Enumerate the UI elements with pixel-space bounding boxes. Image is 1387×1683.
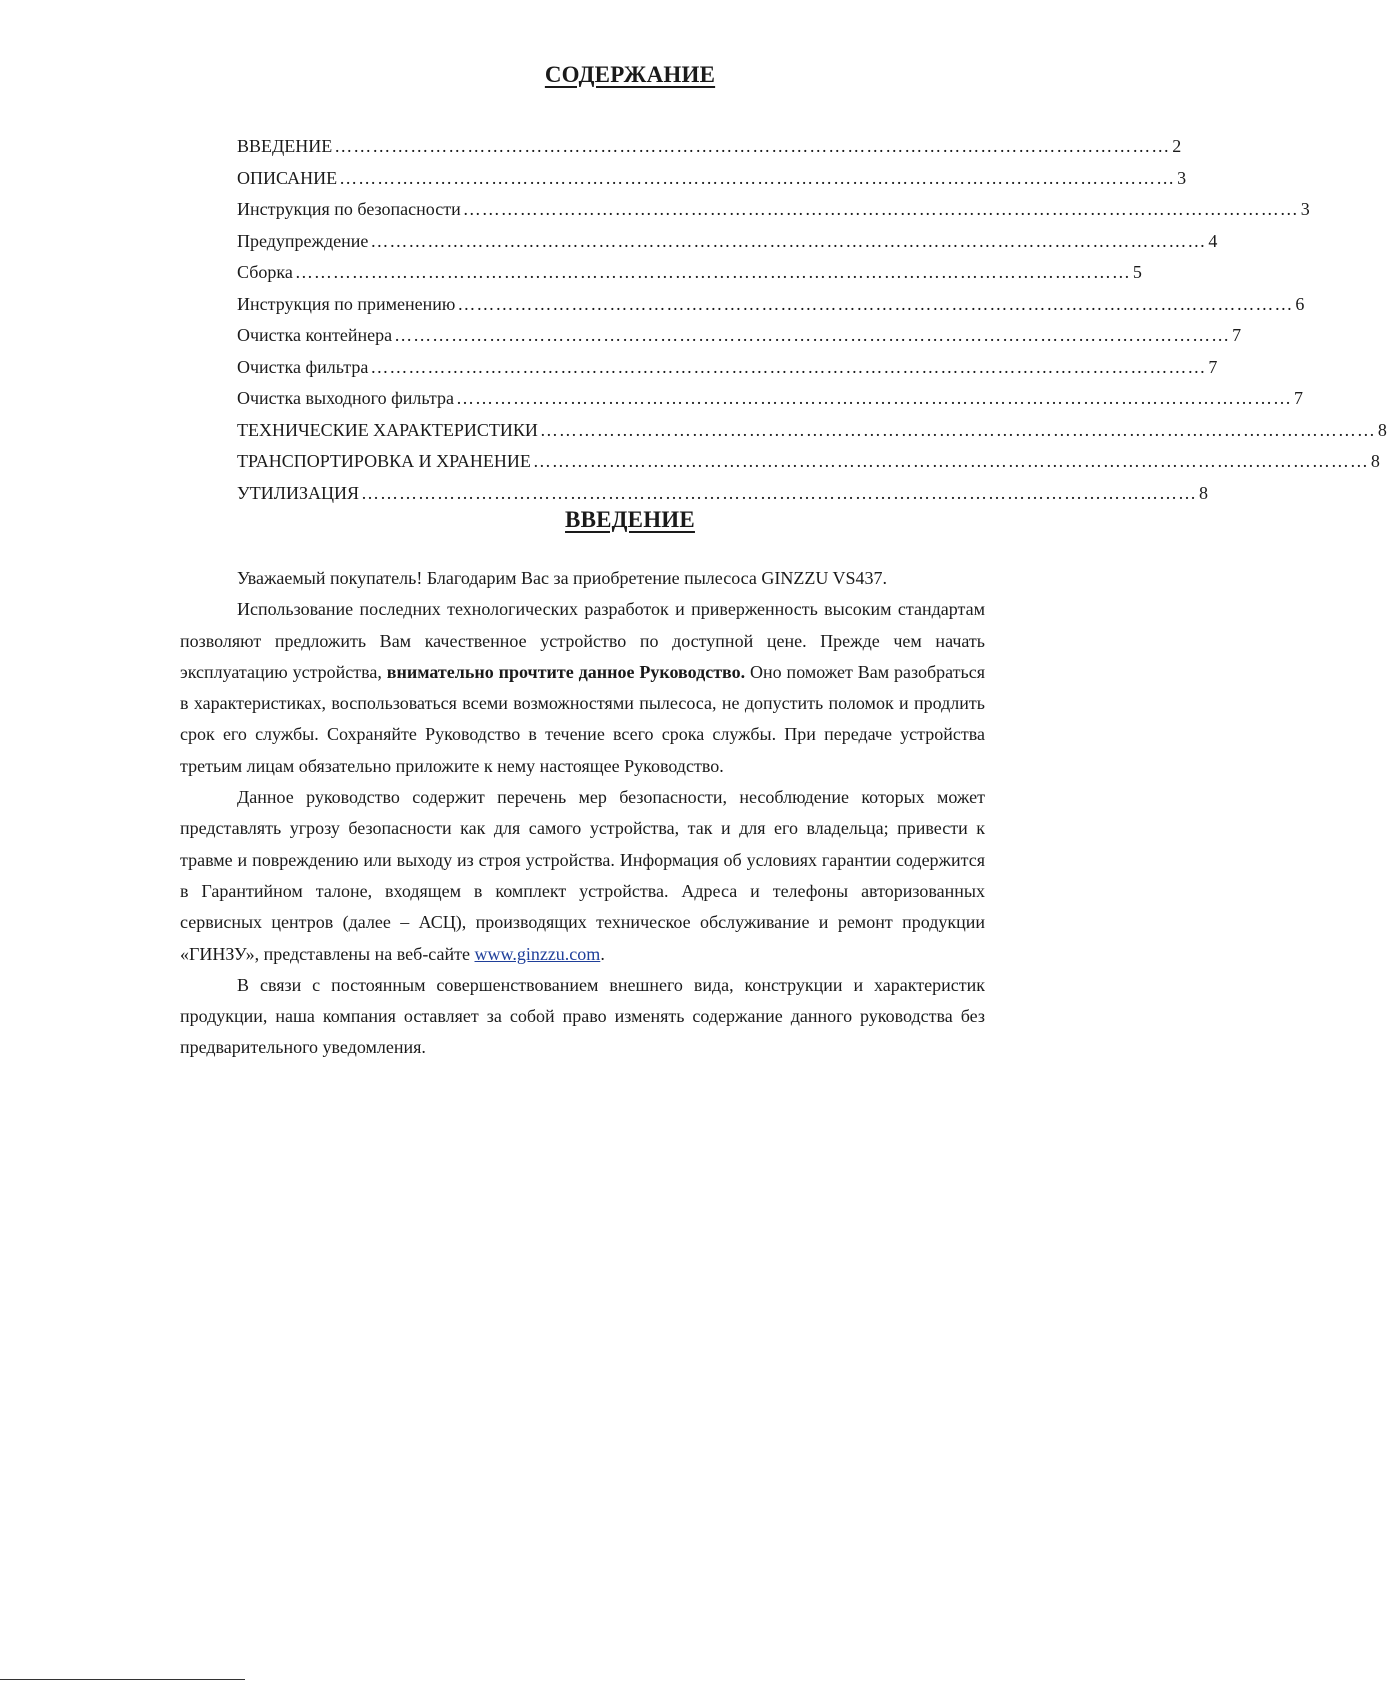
toc-item-page: 7 <box>1208 356 1218 377</box>
toc-item-page: 8 <box>1377 419 1387 440</box>
toc-item[interactable] <box>237 163 1187 195</box>
text-run: Данное руководство содержит перечень мер безопасности, несоблюдение которых может представлять угрозу безопасности как для самого устройства, так и для его владельца; привести к травме и повреждению или выходу из строя устройства. Информация об условиях гарантии содержится в Гарантийном талоне, входящем в комплект устройства. Адреса и телефоны авторизованных сервисных центров (далее – АСЦ), производящих техническое обслуживание и ремонт продукции «ГИНЗУ», представлены на веб-сайте <box>180 787 985 964</box>
toc-item[interactable] <box>237 289 1305 321</box>
intro-section <box>180 563 985 1064</box>
text-run: Использование последних технологических разработок и приверженность высоким стандартам позволяют предложить Вам качественное устройство по доступной цене. Прежде чем начать эксплуатацию устройства, <box>180 599 985 682</box>
toc-item-page: 3 <box>1177 167 1187 188</box>
toc-item-label: УТИЛИЗАЦИЯ <box>237 482 359 503</box>
toc-leader-dots: …………………………………………………………………………………………………………………… <box>462 199 1299 219</box>
toc-item-label: Инструкция по безопасности <box>237 199 461 219</box>
text-run: . <box>600 943 605 964</box>
table-of-contents <box>237 131 1387 509</box>
toc-item-page: 2 <box>1172 136 1182 156</box>
toc-leader-dots: …………………………………………………………………………………………………………………… <box>339 167 1176 188</box>
toc-item[interactable] <box>237 226 1218 258</box>
toc-item-label: Очистка контейнера <box>237 325 393 345</box>
toc-item[interactable] <box>237 320 1242 352</box>
toc-leader-dots: …………………………………………………………………………………………………………………… <box>394 325 1231 345</box>
toc-item-label: ТРАНСПОРТИРОВКА И ХРАНЕНИЕ <box>237 451 531 471</box>
toc-item[interactable] <box>237 131 1182 163</box>
toc-item[interactable] <box>237 415 1387 447</box>
toc-item[interactable] <box>237 383 1303 415</box>
toc-item-page: 4 <box>1208 230 1218 251</box>
intro-title: ВВЕДЕНИЕ <box>565 507 695 532</box>
toc-item-label: Предупреждение <box>237 230 369 251</box>
toc-leader-dots: …………………………………………………………………………………………………………………… <box>360 482 1197 503</box>
toc-leader-dots: …………………………………………………………………………………………………………………… <box>456 388 1292 408</box>
toc-item[interactable] <box>237 478 1208 510</box>
toc-item[interactable] <box>237 194 1310 226</box>
toc-item-page: 8 <box>1198 482 1208 503</box>
toc-title: СОДЕРЖАНИЕ <box>544 62 716 87</box>
intro-paragraph: Уважаемый покупатель! Благодарим Вас за приобретение пылесоса GINZZU VS437. <box>237 568 888 588</box>
toc-item[interactable] <box>237 257 1142 289</box>
toc-leader-dots: …………………………………………………………………………………………………………………… <box>334 136 1171 156</box>
emphasis-text: внимательно прочтите данное Руководство. <box>386 661 746 682</box>
toc-leader-dots: …………………………………………………………………………………………………………………… <box>532 451 1369 471</box>
toc-item-page: 7 <box>1232 325 1242 345</box>
toc-item-page: 6 <box>1295 293 1305 314</box>
toc-item-label: Инструкция по применению <box>237 293 456 314</box>
toc-leader-dots: …………………………………………………………………………………………………………………… <box>370 356 1207 377</box>
toc-item-page: 3 <box>1300 199 1310 219</box>
toc-item-page: 5 <box>1132 262 1142 282</box>
footnote-divider <box>0 1679 245 1680</box>
intro-paragraph <box>180 782 985 970</box>
toc-item-label: ТЕХНИЧЕСКИЕ ХАРАКТЕРИСТИКИ <box>237 419 538 440</box>
toc-item-label: Очистка выходного фильтра <box>237 388 454 408</box>
intro-paragraph <box>180 594 985 782</box>
toc-item-page: 7 <box>1294 388 1303 408</box>
toc-leader-dots: …………………………………………………………………………………………………………………… <box>539 419 1376 440</box>
toc-item[interactable] <box>237 446 1380 478</box>
toc-item-label: Очистка фильтра <box>237 356 369 377</box>
toc-item[interactable] <box>237 352 1218 384</box>
toc-item-label: ВВЕДЕНИЕ <box>237 136 333 156</box>
toc-item-page: 8 <box>1370 451 1380 471</box>
website-link[interactable]: www.ginzzu.com <box>474 943 601 964</box>
toc-item-label: ОПИСАНИЕ <box>237 167 338 188</box>
toc-leader-dots: …………………………………………………………………………………………………………………… <box>294 262 1131 282</box>
toc-leader-dots: …………………………………………………………………………………………………………………… <box>457 293 1294 314</box>
text-run: Оно поможет Вам разобраться в характеристиках, воспользоваться всеми возможностями пылесоса, не допустить поломок и продлить срок его службы. Сохраняйте Руководство в течение всего срока службы. При передаче устройства третьим лицам обязательно приложите к нему настоящее Руководство. <box>180 661 986 776</box>
toc-leader-dots: …………………………………………………………………………………………………………………… <box>370 230 1207 251</box>
intro-paragraph: В связи с постоянным совершенствованием внешнего вида, конструкции и характеристик продукции, наша компания оставляет за собой право изменять содержание данного руководства без предварительного уведомления. <box>180 974 985 1058</box>
toc-item-label: Сборка <box>237 262 293 282</box>
